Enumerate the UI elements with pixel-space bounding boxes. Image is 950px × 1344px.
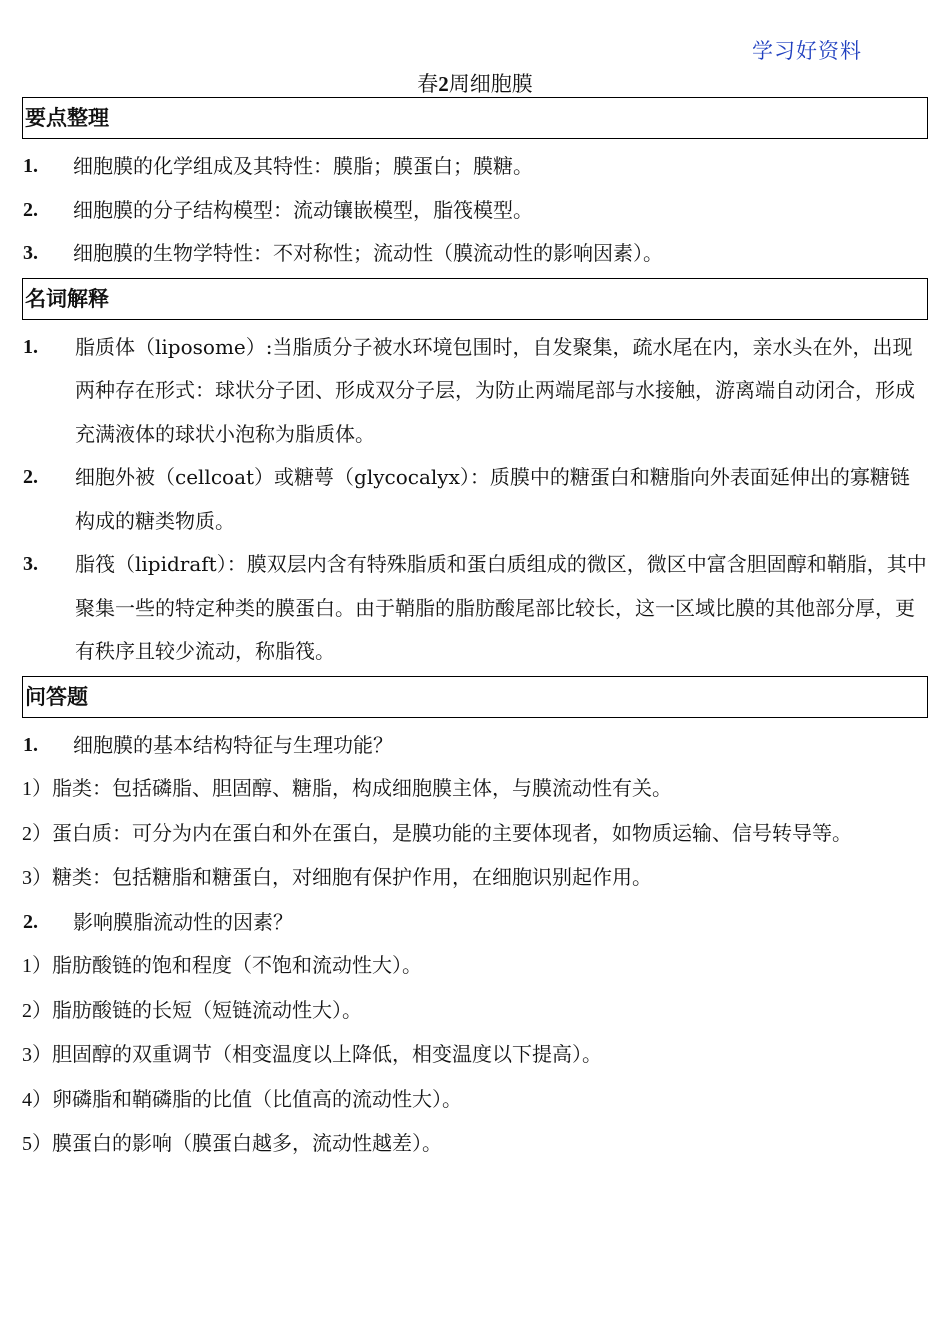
answer-text: 脂肪酸链的饱和程度（不饱和流动性大）。 [52,953,422,977]
item-text: 细胞外被（cellcoat）或糖萼（glycocalyx）：质膜中的糖蛋白和糖脂向外表面延伸出的寡糖链构成的糖类物质。 [75,465,910,533]
item-text: 脂质体（liposome）:当脂质分子被水环境包围时，自发聚集，疏水尾在内，亲水头在外，出现两种存在形式：球状分子团、形成双分子层，为防止两端尾部与水接触，游离端自动闭合，形成充满液体的球状小泡称为脂质体。 [75,334,915,446]
answer-item [22,1078,928,1123]
answer-index: 1） [22,955,52,977]
answer-index: 5） [22,1133,52,1155]
term-item [22,326,928,457]
qa-list [22,718,928,1169]
item-text: 细胞膜的生物学特性：不对称性；流动性（膜流动性的影响因素）。 [73,241,663,265]
title-suffix: 周细胞膜 [448,72,533,96]
answer-index: 1） [22,778,52,800]
item-number: 2. [23,466,38,488]
watermark-text: 学习好资料 [752,39,862,63]
item-number: 2. [23,910,38,933]
answer-item [22,812,928,857]
answer-text: 膜蛋白的影响（膜蛋白越多，流动性越差）。 [52,1131,442,1155]
document-body [22,97,928,1169]
key-points-list [22,139,928,278]
answer-text: 卵磷脂和鞘磷脂的比值（比值高的流动性大）。 [52,1086,462,1111]
answer-item [22,944,928,989]
section-heading-key-points: 要点整理 [22,97,928,139]
item-number: 1. [23,335,38,358]
answer-index: 2） [22,822,52,845]
question-item [22,724,928,768]
answer-item [22,1033,928,1078]
question-item [22,901,928,945]
item-text: 细胞膜的分子结构模型：流动镶嵌模型，脂筏模型。 [73,197,533,222]
item-number: 1. [23,155,38,177]
question-text: 影响膜脂流动性的因素？ [73,909,293,934]
terms-list [22,320,928,676]
answer-index: 3） [22,1044,52,1066]
answer-text: 糖类：包括糖脂和糖蛋白，对细胞有保护作用，在细胞识别起作用。 [52,865,652,889]
item-number: 3. [23,242,38,264]
section-heading-terms: 名词解释 [22,278,928,320]
answer-text: 胆固醇的双重调节（相变温度以上降低，相变温度以下提高）。 [52,1042,602,1066]
term-item [22,456,928,543]
item-text: 细胞膜的化学组成及其特性：膜脂；膜蛋白；膜糖。 [73,154,533,178]
answer-item [22,767,928,812]
answer-item [22,856,928,901]
title-prefix: 春 [417,72,439,96]
item-text: 脂筏（lipidraft）：膜双层内含有特殊脂质和蛋白质组成的微区，微区中富含胆固醇和鞘脂，其中聚集一些的特定种类的膜蛋白。由于鞘脂的脂肪酸尾部比较长，这一区域比膜的其他部分厚，更有秩序且较少流动，称脂筏。 [75,552,927,663]
page-title [0,68,950,98]
item-number: 1. [23,733,38,756]
item-number: 3. [23,553,38,575]
answer-index: 2） [22,999,52,1022]
term-item [22,543,928,674]
answer-item [22,989,928,1034]
answer-text: 脂肪酸链的长短（短链流动性大）。 [52,997,362,1022]
answer-index: 3） [22,867,52,889]
section-heading-qa: 问答题 [22,676,928,718]
question-text: 细胞膜的基本结构特征与生理功能？ [73,732,393,757]
answer-text: 蛋白质：可分为内在蛋白和外在蛋白，是膜功能的主要体现者，如物质运输、信号转导等。 [52,820,852,845]
key-point-item [22,189,928,233]
key-point-item [22,145,928,189]
answer-index: 4） [22,1088,52,1111]
key-point-item [22,232,928,276]
answer-item [22,1122,928,1167]
item-number: 2. [23,198,38,221]
answer-text: 脂类：包括磷脂、胆固醇、糖脂，构成细胞膜主体，与膜流动性有关。 [52,776,672,800]
title-number: 2 [438,72,449,96]
